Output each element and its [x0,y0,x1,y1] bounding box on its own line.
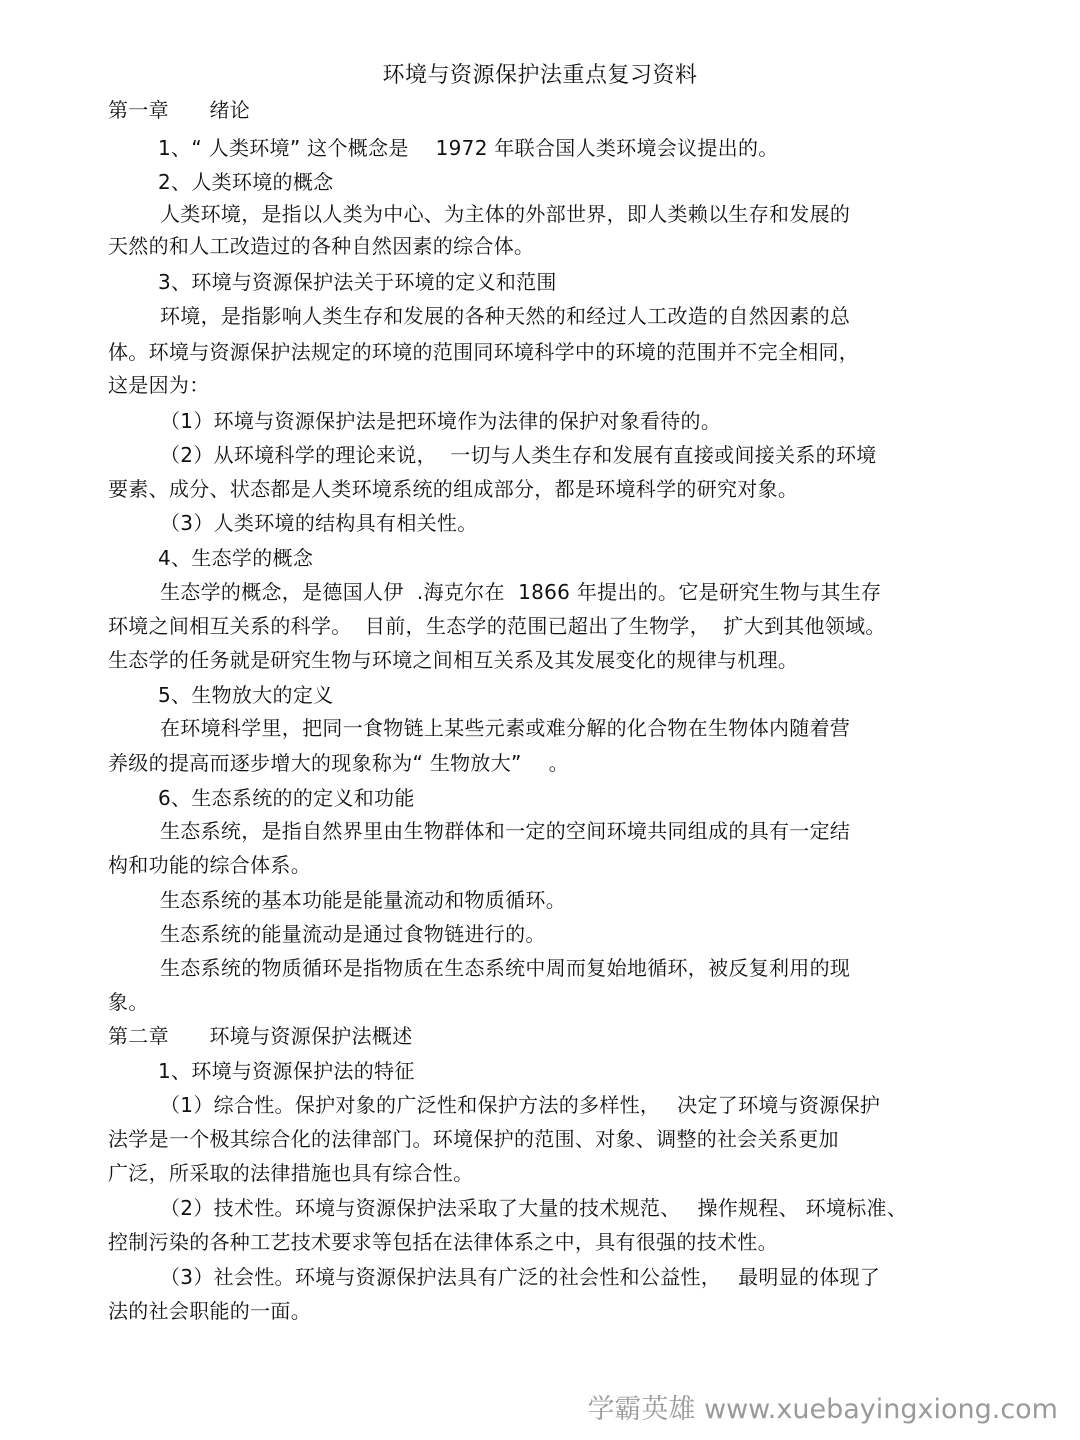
text-line: 天然的和人工改造过的各种自然因素的综合体。 [108,234,535,258]
text-line: 象。 [108,990,149,1014]
text-line: 在环境科学里，把同一食物链上某些元素或难分解的化合物在生物体内随着营 [160,716,851,740]
text-line: 环境之间相互关系的科学。 目前，生态学的范围已超出了生物学， 扩大到其他领域。 [108,614,886,638]
text-line: 养级的提高而逐步增大的现象称为“ 生物放大” 。 [108,751,569,775]
text-line: 生态系统的能量流动是通过食物链进行的。 [160,922,546,946]
section-heading: 2、人类环境的概念 [158,170,334,194]
text-line: 生态系统，是指自然界里由生物群体和一定的空间环境共同组成的具有一定结 [160,819,851,843]
section-heading: 6、生态系统的的定义和功能 [158,786,415,810]
section-heading: 4、生态学的概念 [158,546,314,570]
text-line: 控制污染的各种工艺技术要求等包括在法律体系之中，具有很强的技术性。 [108,1230,778,1254]
text-line: 构和功能的综合体系。 [108,853,311,877]
page-title: 环境与资源保护法重点复习资料 [382,63,698,88]
text-line: 广泛，所采取的法律措施也具有综合性。 [108,1161,474,1185]
text-line: 人类环境，是指以人类为中心、为主体的外部世界，即人类赖以生存和发展的 [160,202,851,226]
text-line: 这是因为： [108,373,210,397]
text-line: 法学是一个极其综合化的法律部门。环境保护的范围、对象、调整的社会关系更加 [108,1127,839,1151]
text-line: 法的社会职能的一面。 [108,1299,311,1323]
text-line: 环境，是指影响人类生存和发展的各种天然的和经过人工改造的自然因素的总 [160,304,851,328]
chapter-1-heading: 第一章 绪论 [108,98,251,122]
text-line: 要素、成分、状态都是人类环境系统的组成部分，都是环境科学的研究对象。 [108,477,799,501]
list-item: （1）综合性。保护对象的广泛性和保护方法的多样性， 决定了环境与资源保护 [160,1093,881,1117]
section-heading: 3、环境与资源保护法关于环境的定义和范围 [158,270,557,294]
section-heading: 5、生物放大的定义 [158,683,334,707]
text-line: 生态系统的物质循环是指物质在生态系统中周而复始地循环，被反复利用的现 [160,956,851,980]
text-line: 1、“ 人类环境” 这个概念是 1972 年联合国人类环境会议提出的。 [158,136,779,160]
list-item: （3）社会性。环境与资源保护法具有广泛的社会性和公益性， 最明显的体现了 [160,1265,881,1289]
text-line: 生态系统的基本功能是能量流动和物质循环。 [160,888,566,912]
text-line: 生态学的概念，是德国人伊 .海克尔在 1866 年提出的。它是研究生物与其生存 [160,580,882,604]
section-heading: 1、环境与资源保护法的特征 [158,1059,415,1083]
chapter-2-heading: 第二章 环境与资源保护法概述 [108,1024,413,1048]
list-item: （3）人类环境的结构具有相关性。 [160,511,478,535]
watermark: 学霸英雄 www.xuebayingxiong.com [587,1394,1058,1425]
list-item: （2）技术性。环境与资源保护法采取了大量的技术规范、 操作规程、 环境标准、 [160,1196,908,1220]
list-item: （2）从环境科学的理论来说， 一切与人类生存和发展有直接或间接关系的环境 [160,443,877,467]
text-line: 体。环境与资源保护法规定的环境的范围同环境科学中的环境的范围并不完全相同， [108,340,860,364]
list-item: （1）环境与资源保护法是把环境作为法律的保护对象看待的。 [160,409,722,433]
text-line: 生态学的任务就是研究生物与环境之间相互关系及其发展变化的规律与机理。 [108,648,799,672]
